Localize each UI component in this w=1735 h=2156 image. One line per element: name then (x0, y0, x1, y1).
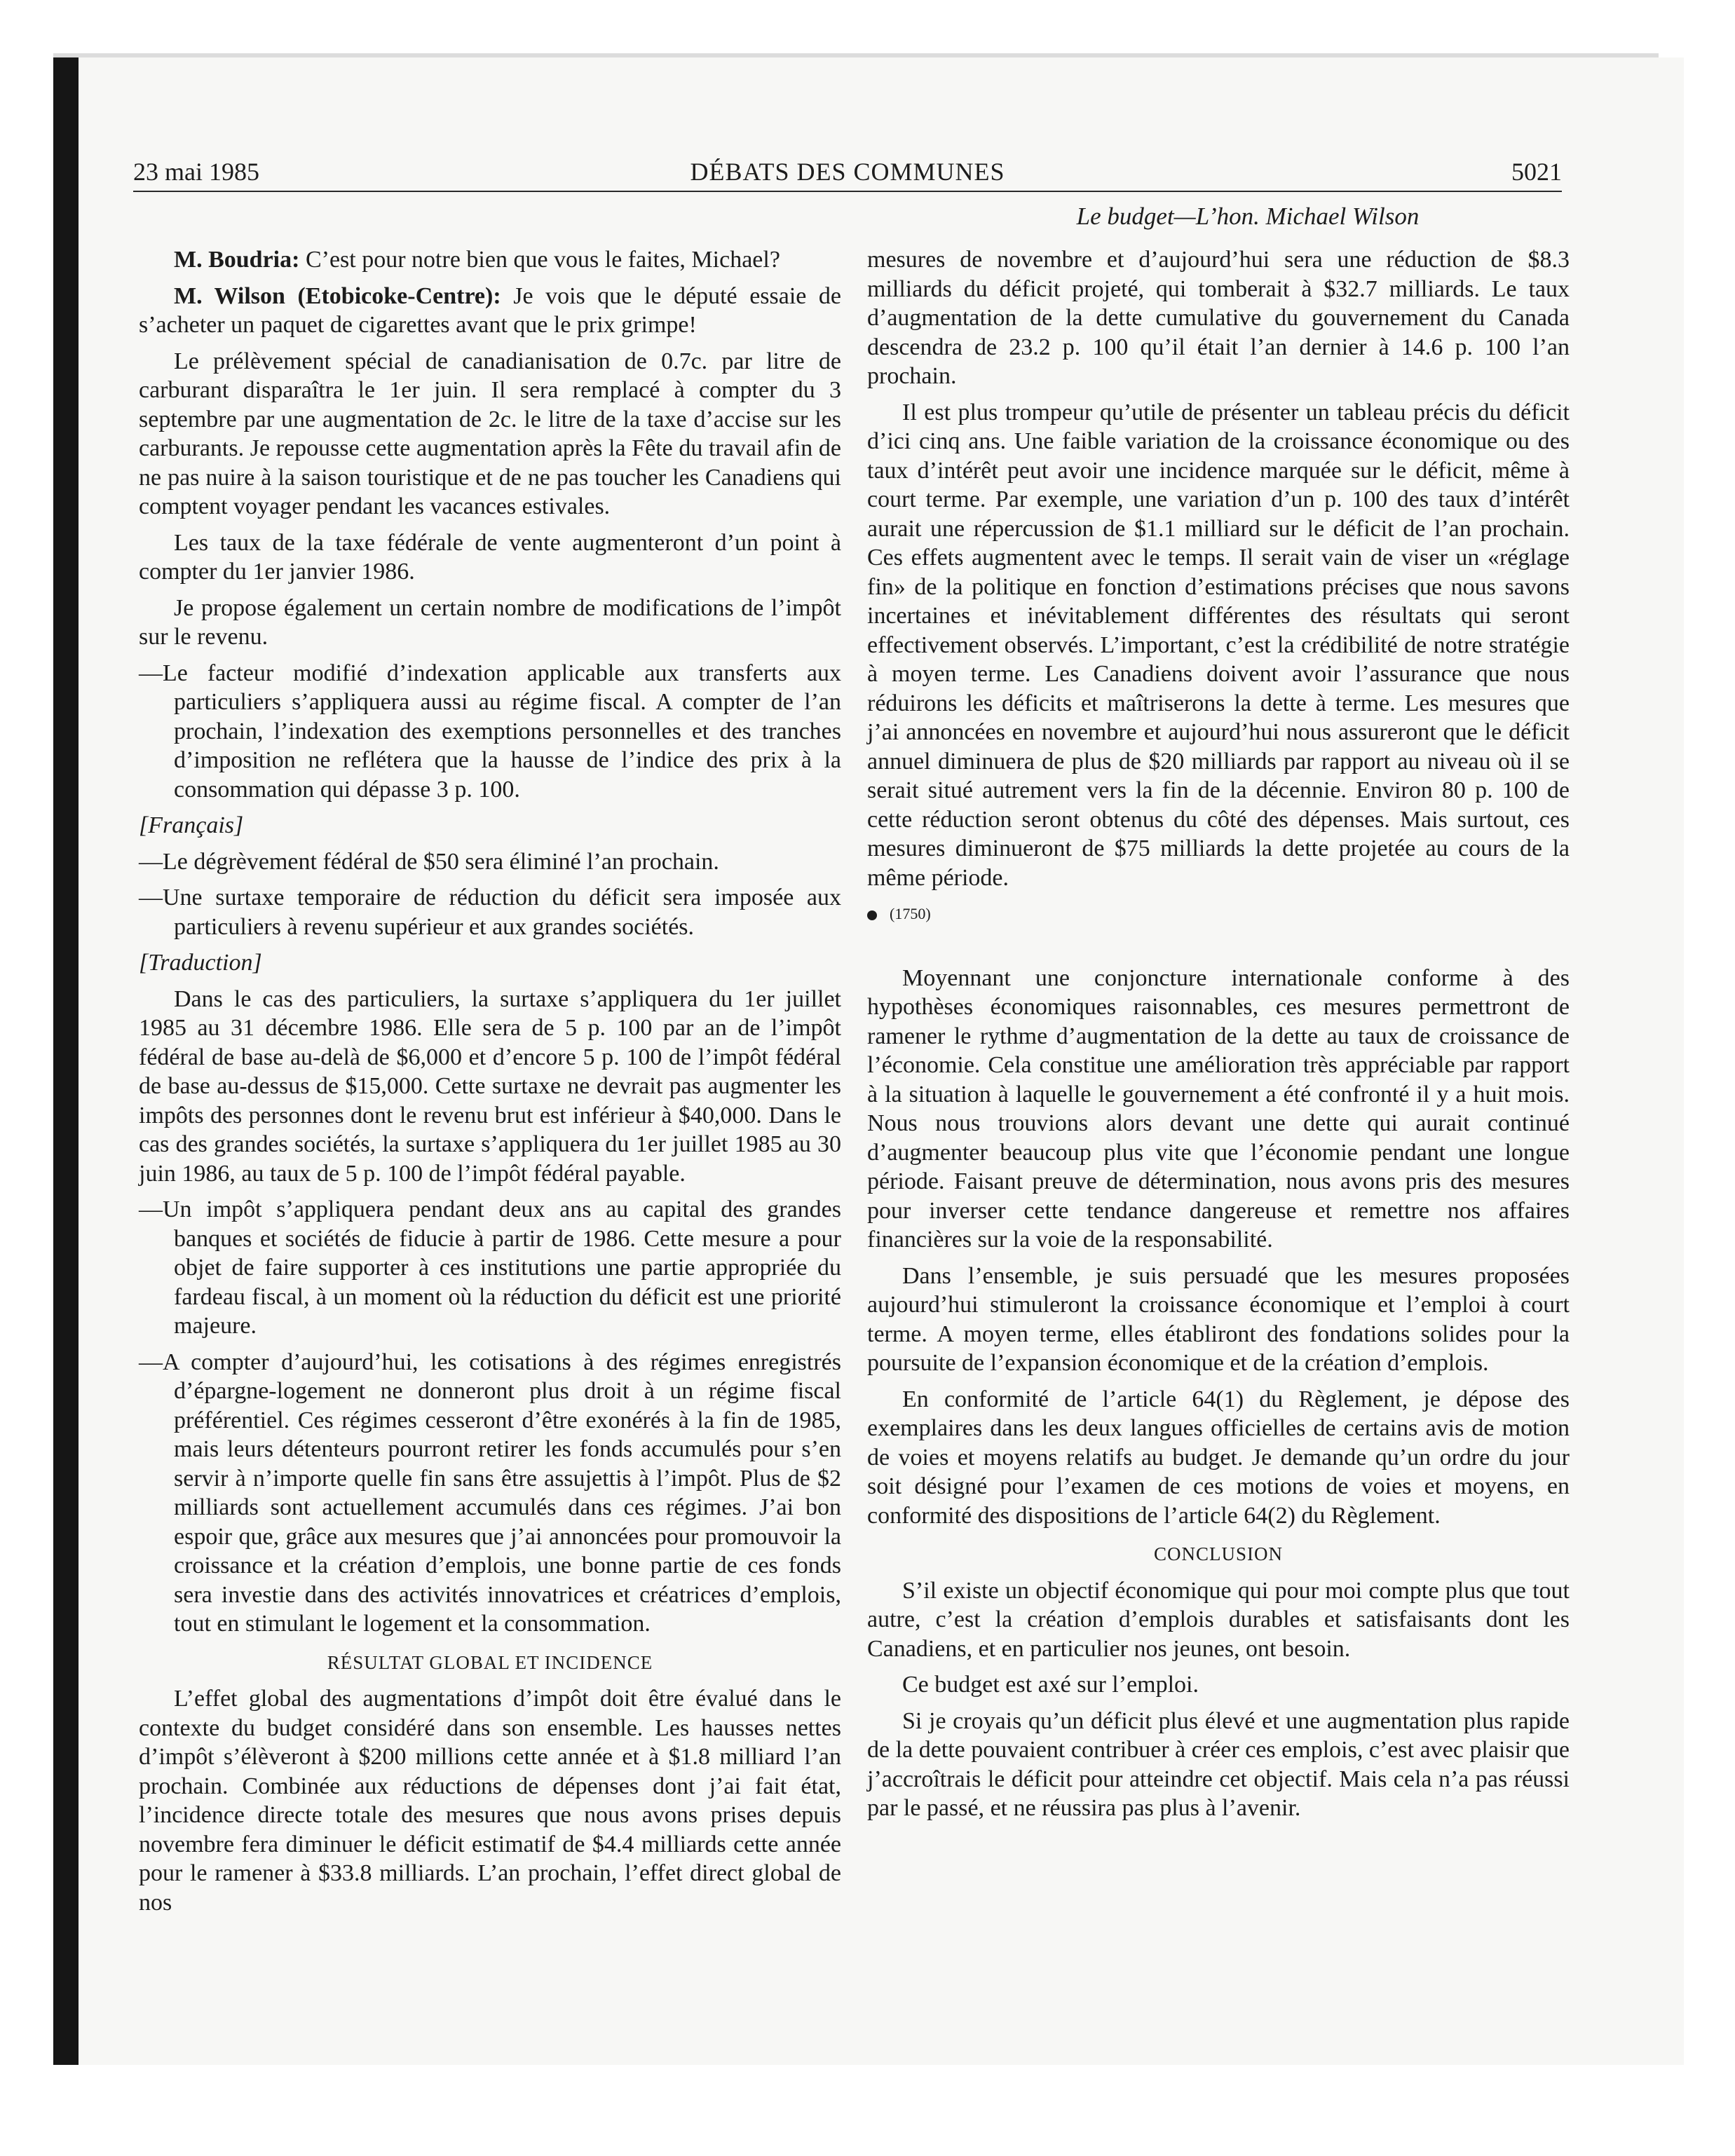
list-item: —Le dégrèvement fédéral de $50 sera éliminé l’an prochain. (139, 848, 719, 875)
header-date: 23 mai 1985 (133, 158, 259, 186)
paragraph (139, 282, 841, 340)
paragraph: Ce budget est axé sur l’emploi. (902, 1672, 1199, 1698)
list-item: —Un impôt s’appliquera pendant deux ans au capital des grandes banques et sociétés de fiducie à partir de 1986. Cette mesure a pour objet de faire supporter à ces institutions une partie appropriée du fardeau fiscal, à un moment où la réduction du déficit est une priorité majeure. (139, 1196, 841, 1339)
paragraph: S’il existe un objectif économique qui pour moi compte plus que tout autre, c’est la création d’emplois durables et satisfaisants dont les Canadiens, et en particulier nos jeunes, ont besoin. (867, 1577, 1570, 1662)
section-heading: RÉSULTAT GLOBAL ET INCIDENCE (327, 1651, 653, 1673)
list-item: —Le facteur modifié d’indexation applicable aux transferts aux particuliers s’appliquera aussi au régime fiscal. A compter de l’an prochain, l’indexation des exemptions personnelles et des tranches d’imposition ne reflétera que la hausse de l’indice des prix à la consommation qui dépasse 3 p. 100. (139, 660, 841, 803)
paragraph: L’effet global des augmentations d’impôt doit être évalué dans le contexte du budget considéré dans son ensemble. Les hausses nettes d’impôt s’élèveront à $200 millions cette année et à $1.8 milliard l’an prochain. Combinée aux réductions de dépenses dont j’ai fait état, l’incidence directe totale des mesures que nous avons prises depuis novembre fera diminuer le déficit estimatif de $4.4 milliards cette année pour le ramener à $33.8 milliards. L’an prochain, l’effet direct global de nos (139, 1686, 841, 1916)
speech-text: Je vois que le député essaie de s’acheter un paquet de cigarettes avant que le prix grimpe! (139, 282, 842, 338)
paragraph: Le prélèvement spécial de canadianisation de 0.7c. par litre de carburant disparaîtra le 1er juin. Il sera remplacé à compter du 3 septembre par une augmentation de 2c. le litre de la taxe d’accise sur les carburants. Je repousse cette augmentation après la Fête du travail afin de ne pas nuire à la saison touristique et de ne pas toucher les Canadiens qui comptent voyager pendant les vacances estivales. (139, 348, 841, 519)
bullet-icon (867, 910, 877, 920)
list-item: —A compter d’aujourd’hui, les cotisations à des régimes enregistrés d’épargne-logement ne donneront plus droit à un régime fiscal préférentiel. Ces régimes cesseront d’être exonérés à la fin de 1985, mais leurs détenteurs pourront retirer les fonds accumulés pour s’en servir à n’importe quelle fin sans être assujettis à l’impôt. Plus de $2 milliards sont actuellement accumulés dans ces régimes. J’ai bon espoir que, grâce aux mesures que j’ai annoncées pour promouvoir la croissance et la création d’emplois, une bonne partie de ces fonds sera investie dans des activités innovatrices et créatrices d’emplois, tout en stimulant le logement et la consommation. (139, 1349, 841, 1637)
paragraph: Moyennant une conjoncture internationale conforme à des hypothèses économiques raisonnables, ces mesures permettront de ramener le rythme d’augmentation de la dette au taux de croissance de l’économie. Cela constitue une amélioration très appréciable par rapport à la situation à laquelle le gouvernement a été confronté il y a huit mois. Nous nous trouvions alors devant une dette qui aurait continué d’augmenter beaucoup plus vite que l’économie pendant une longue période. Faisant preuve de détermination, nous avons pris des mesures pour inverser cette tendance dangereuse et remettre nos affaires financières sur la voie de la responsabilité. (867, 964, 1570, 1253)
paragraph: mesures de novembre et d’aujourd’hui sera une réduction de $8.3 milliards du déficit projeté, qui tomberait à $32.7 milliards. Le taux d’augmentation de la dette cumulative du gouvernement du Canada descendra de 23.2 p. 100 qu’il était l’an dernier à 14.6 p. 100 l’an prochain. (867, 247, 1570, 389)
left-column (139, 245, 841, 1924)
paragraph (139, 245, 841, 275)
list-item: —Une surtaxe temporaire de réduction du déficit sera imposée aux particuliers à revenu supérieur et aux grandes sociétés. (139, 885, 841, 940)
running-head: Le budget—L’hon. Michael Wilson (1076, 203, 1420, 230)
header-journal-title: DÉBATS DES COMMUNES (690, 158, 1005, 186)
speaker-name: M. Wilson (Etobicoke-Centre): (174, 282, 501, 309)
header-page-number: 5021 (1511, 158, 1562, 186)
speaker-name: M. Boudria: (174, 247, 300, 273)
time-marker-text: (1750) (890, 905, 931, 922)
paragraph: En conformité de l’article 64(1) du Règlement, je dépose des exemplaires dans les deux langues officielles de certains avis de motion de voies et moyens relatifs au budget. Je demande qu’un ordre du jour soit désigné pour l’examen de ces motions de voies et moyens, en conformité des dispositions de l’article 64(2) du Règlement. (867, 1386, 1570, 1529)
language-tag: [Français] (139, 812, 244, 838)
page-header (133, 156, 1562, 192)
speech-text: C’est pour notre bien que vous le faites, Michael? (299, 247, 780, 273)
right-column (867, 245, 1570, 1830)
language-tag: [Traduction] (139, 950, 262, 976)
section-heading: CONCLUSION (1153, 1543, 1283, 1564)
scan-border-left (53, 53, 79, 2065)
paragraph: Dans l’ensemble, je suis persuadé que les mesures proposées aujourd’hui stimuleront la croissance économique et l’emploi à court terme. A moyen terme, elles établiront des fondations solides pour la poursuite de l’expansion économique et de la création d’emplois. (867, 1262, 1570, 1376)
paragraph: Il est plus trompeur qu’utile de présenter un tableau précis du déficit d’ici cinq ans. Une faible variation de la croissance économique ou des taux d’intérêt peut avoir une incidence marquée sur le déficit, même à court terme. Par exemple, une variation d’un p. 100 des taux d’intérêt aurait une répercussion de $1.1 milliard sur le déficit de l’an prochain. Ces effets augmentent avec le temps. Il serait vain de viser un «réglage fin» de la politique en fonction d’estimations précises que nous savons incertaines et inévitablement différentes des résultats qui seront effectivement observés. L’important, c’est la crédibilité de notre stratégie à moyen terme. Les Canadiens doivent avoir l’assurance que nous réduirons les déficits et maîtriserons la dette à terme. Les mesures que j’ai annoncées en novembre et aujourd’hui nous assureront que le déficit annuel diminuera de plus de $20 milliards par rapport au niveau où il se serait situé autrement vers la fin de la décennie. Environ 80 p. 100 de cette réduction seront obtenus du côté des dépenses. Mais surtout, ces mesures diminueront de $75 milliards la dette projetée au cours de la même période. (867, 399, 1570, 891)
document-page (79, 57, 1684, 2065)
paragraph: Les taux de la taxe fédérale de vente augmenteront d’un point à compter du 1er janvier 1986. (139, 529, 841, 585)
paragraph: Si je croyais qu’un déficit plus élevé et une augmentation plus rapide de la dette pouvaient contribuer à créer ces emplois, c’est avec plaisir que j’accroîtrais le déficit pour atteindre cet objectif. Mais cela n’a pas réussi par le passé, et ne réussira pas plus à l’avenir. (867, 1707, 1570, 1821)
time-marker (867, 899, 1570, 929)
paragraph: Je propose également un certain nombre de modifications de l’impôt sur le revenu. (139, 594, 841, 650)
paragraph: Dans le cas des particuliers, la surtaxe s’appliquera du 1er juillet 1985 au 31 décembre 1986. Elle sera de 5 p. 100 par an de l’impôt fédéral de base au-delà de $6,000 et d’encore 5 p. 100 de l’impôt fédéral de base au-dessus de $15,000. Cette surtaxe ne devrait pas augmenter les impôts des personnes dont le revenu brut est inférieur à $40,000. Dans le cas des grandes sociétés, la surtaxe s’appliquera du 1er juillet 1985 au 30 juin 1986, au taux de 5 p. 100 de l’impôt fédéral payable. (139, 985, 841, 1187)
